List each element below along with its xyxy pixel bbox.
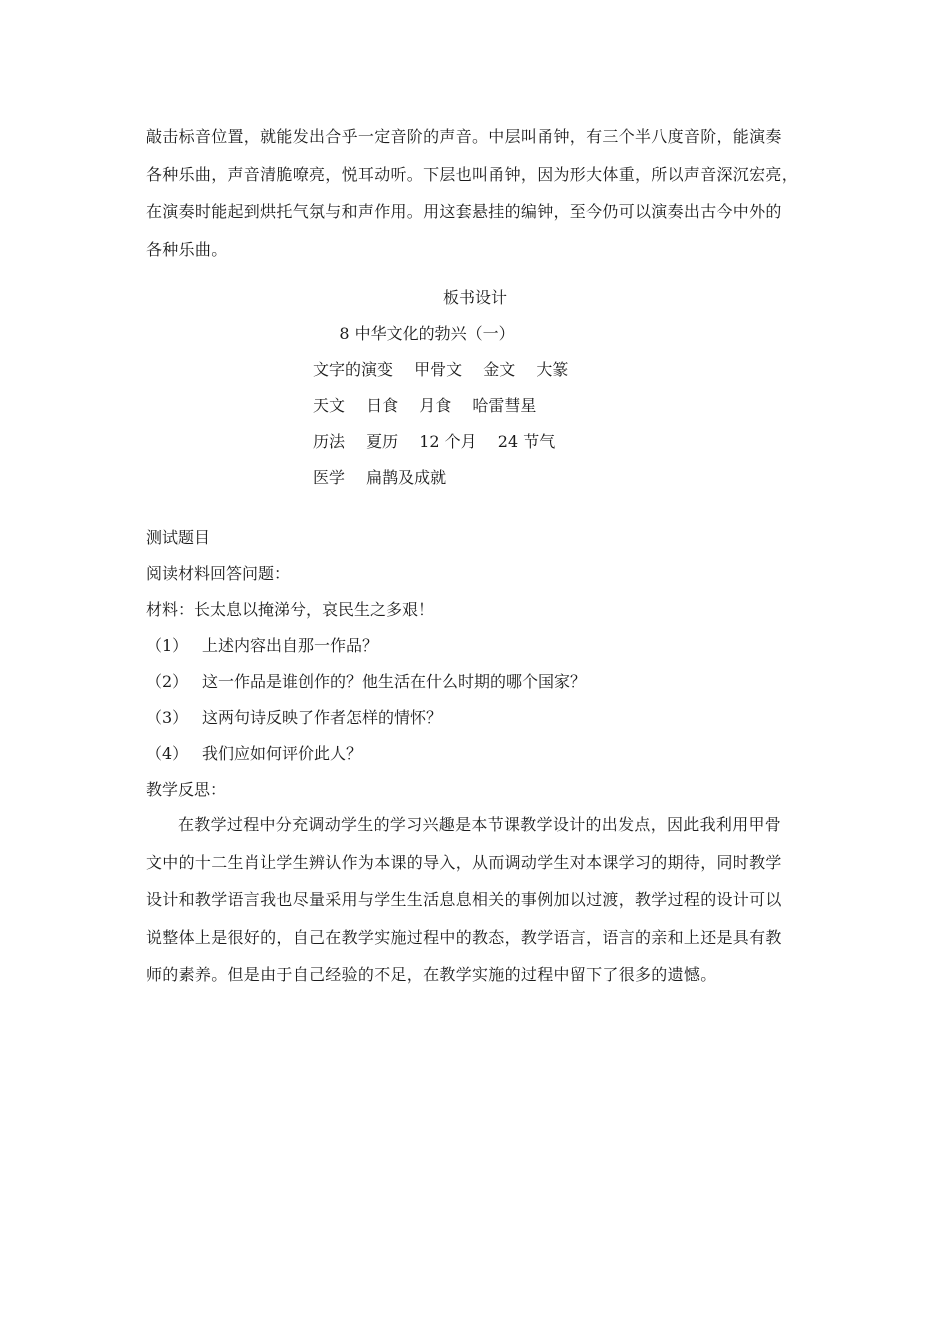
question-item [146,664,586,700]
board-heading: 板书设计 [442,288,507,307]
board-row-astronomy [313,388,536,424]
board-cell: 12 个月 [419,432,477,451]
board-cell: 24 节气 [497,432,556,451]
reflection-line: 设计和教学语言我也尽量采用与学生生活息息相关的事例加以过渡，教学过程的设计可以 [146,890,782,909]
reflection-line: 文中的十二生肖让学生辨认作为本课的导入，从而调动学生对本课学习的期待，同时教学 [146,852,782,872]
reflection-line-text: 在教学过程中分充调动学生的学习兴趣是本节课教学设计的出发点，因此我利用甲骨 [178,815,782,834]
reflection-line [146,806,818,844]
intro-line: 敲击标音位置，就能发出合乎一定音阶的声音。中层叫甬钟，有三个半八度音阶，能演奏 [146,127,782,146]
board-row-medicine [313,460,446,496]
board-cell: 历法 [313,432,346,451]
question-text: 我们应如何评价此人？ [202,744,363,763]
board-cell: 医学 [313,468,346,487]
board-cell: 扁鹊及成就 [366,468,447,487]
board-title: 8 中华文化的勃兴（一） [339,324,515,343]
board-cell: 哈雷彗星 [472,396,537,415]
test-heading: 测试题目 [146,528,211,547]
board-cell: 大篆 [536,360,569,379]
question-item [146,628,378,664]
board-cell: 夏历 [366,432,399,451]
reflection-line: 师的素养。但是由于自己经验的不足，在教学实施的过程中留下了很多的遗憾。 [146,965,717,984]
intro-line: 各种乐曲。 [146,239,228,259]
board-cell: 月食 [419,396,452,415]
intro-line: 在演奏时能起到烘托气氛与和声作用。用这套悬挂的编钟，至今仍可以演奏出古今中外的 [146,202,782,221]
board-cell: 日食 [366,396,399,415]
reflection-heading: 教学反思： [146,780,227,799]
question-item [146,700,442,736]
board-row-calendar [313,424,555,460]
test-instruction: 阅读材料回答问题： [146,564,291,583]
question-text: 这两句诗反映了作者怎样的情怀？ [202,708,443,727]
board-cell: 文字的演变 [313,360,394,379]
question-number: （1） [146,636,189,655]
question-text: 上述内容出自那一作品？ [202,636,379,655]
board-row-writing [313,352,568,388]
question-number: （2） [146,672,189,691]
test-material: 材料：长太息以掩涕兮，哀民生之多艰！ [146,600,435,619]
board-cell: 天文 [313,396,346,415]
board-cell: 金文 [483,360,516,379]
question-number: （4） [146,744,189,763]
board-cell: 甲骨文 [414,360,463,379]
intro-paragraph [146,118,818,268]
question-item [146,736,362,772]
question-number: （3） [146,708,189,727]
reflection-paragraph [146,806,818,994]
intro-line: 各种乐曲，声音清脆嘹亮，悦耳动听。下层也叫甬钟，因为形大体重，所以声音深沉宏亮， [146,164,799,184]
reflection-line: 说整体上是很好的，自己在教学实施过程中的教态，教学语言，语言的亲和上还是具有教 [146,927,782,947]
question-text: 这一作品是谁创作的？他生活在什么时期的哪个国家？ [202,672,587,691]
